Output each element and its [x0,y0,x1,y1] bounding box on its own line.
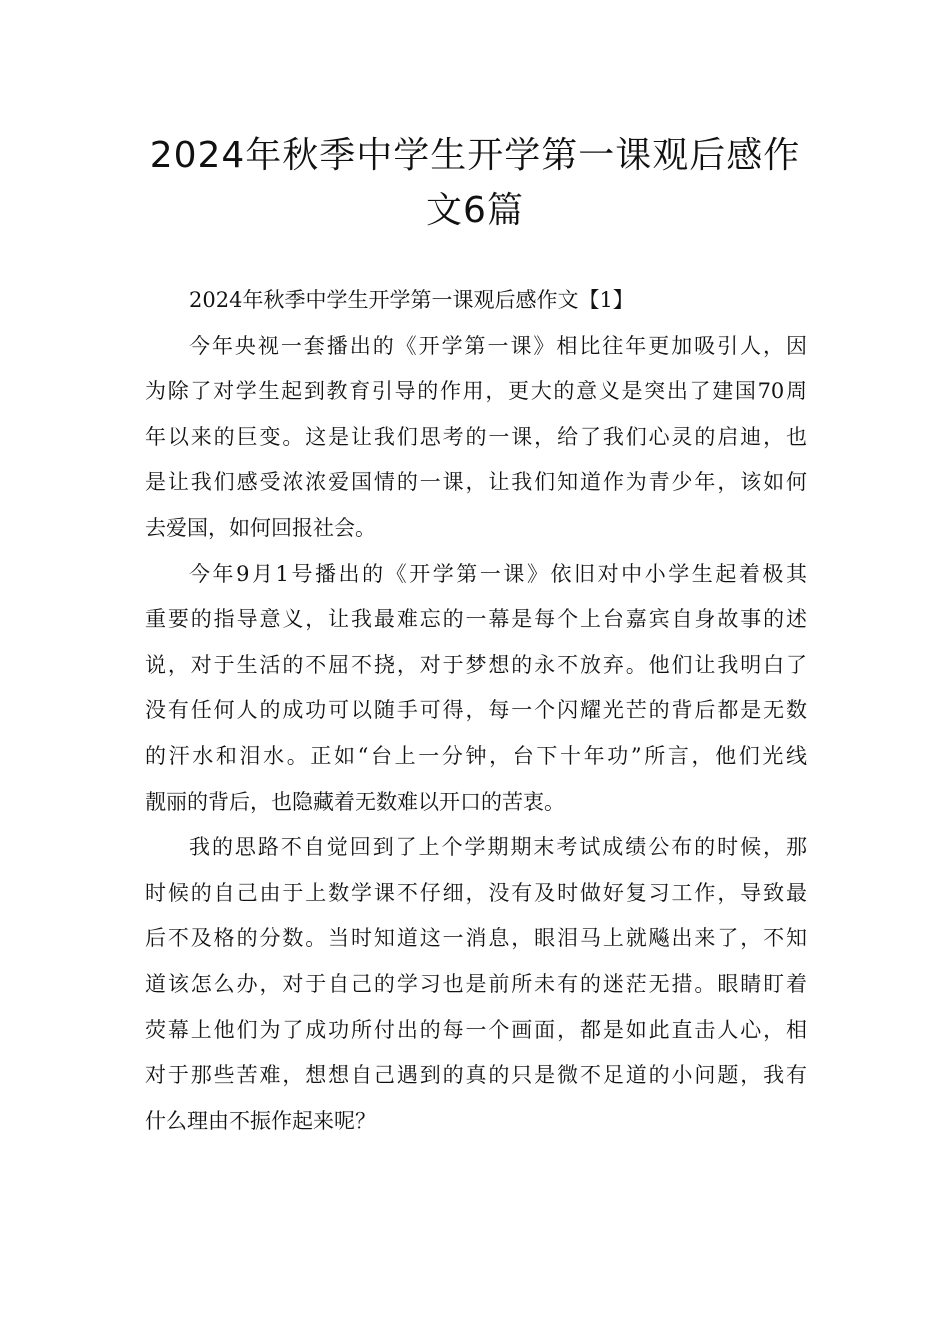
paragraph-line: 的汗水和泪水。正如“台上一分钟，台下十年功”所言，他们光线 [145,743,807,768]
paragraph-2 [145,552,807,826]
paragraph-line: 说，对于生活的不屈不挠，对于梦想的永不放弃。他们让我明白了 [145,652,807,677]
paragraph-3 [145,825,807,1144]
paragraph-line: 今年9月1号播出的《开学第一课》依旧对中小学生起着极其 [189,561,807,586]
paragraph-line: 是让我们感受浓浓爱国情的一课，让我们知道作为青少年，该如何 [145,470,807,495]
paragraph-line: 年以来的巨变。这是让我们思考的一课，给了我们心灵的启迪，也 [145,424,807,449]
paragraph-line: 我的思路不自觉回到了上个学期期末考试成绩公布的时候，那 [189,835,807,860]
paragraph-line: 靓丽的背后，也隐藏着无数难以开口的苦衷。 [145,789,565,814]
paragraph-line: 没有任何人的成功可以随手可得，每一个闪耀光芒的背后都是无数 [145,698,807,723]
paragraph-1 [145,324,807,552]
paragraph-line: 道该怎么办，对于自己的学习也是前所未有的迷茫无措。眼睛盯着 [145,971,807,996]
document-title [140,128,810,238]
paragraph-line: 对于那些苦难，想想自己遇到的真的只是微不足道的小问题，我有 [145,1063,807,1088]
section-heading: 2024年秋季中学生开学第一课观后感作文【1】 [189,288,634,312]
paragraph-line: 后不及格的分数。当时知道这一消息，眼泪马上就飚出来了，不知 [145,926,807,951]
paragraph-line: 为除了对学生起到教育引导的作用，更大的意义是突出了建国70周 [145,379,807,404]
paragraph-line: 什么理由不振作起来呢？ [145,1108,376,1133]
paragraph-line: 去爱国，如何回报社会。 [145,515,376,540]
paragraph-line: 时候的自己由于上数学课不仔细，没有及时做好复习工作，导致最 [145,880,807,905]
paragraph-line: 重要的指导意义，让我最难忘的一幕是每个上台嘉宾自身故事的述 [145,607,807,632]
paragraph-line: 今年央视一套播出的《开学第一课》相比往年更加吸引人，因 [189,333,807,358]
document-body [145,278,807,1144]
title-line-2: 文6篇 [426,190,524,231]
paragraph-line: 荧幕上他们为了成功所付出的每一个画面，都是如此直击人心，相 [145,1017,807,1042]
title-line-1: 2024年秋季中学生开学第一课观后感作 [149,135,801,176]
